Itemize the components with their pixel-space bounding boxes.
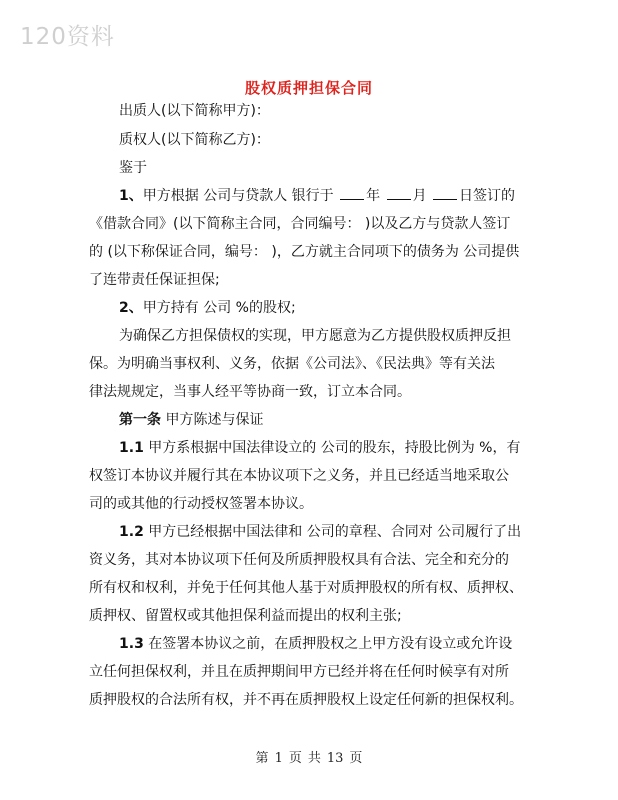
year-blank xyxy=(340,187,364,200)
c11-number-a: 1. xyxy=(119,440,135,456)
c13-text1: 在签署本协议之前，在质押股权之上甲方没有设立或允许设 xyxy=(148,636,513,652)
c11-text1: 甲方系根据中国法律设立的 公司的股东，持股比例为 %，有 xyxy=(148,440,521,456)
item1-year: 年 xyxy=(366,188,381,204)
footer-di: 第 xyxy=(255,751,269,766)
purpose-line1: 为确保乙方担保债权的实现，甲方愿意为乙方提供股权质押反担 xyxy=(119,328,511,344)
c12-line3: 所有权和权利，并免于任何其他人基于对质押股权的所有权、质押权、 xyxy=(89,580,523,596)
item1-line2: 《借款合同》(以下简称主合同，合同编号： )以及乙方与贷款人签订 xyxy=(89,216,511,232)
article1-heading xyxy=(119,410,559,430)
item2-number: 2、 xyxy=(119,300,143,316)
watermark: 120资料 xyxy=(20,24,115,50)
c11-line1 xyxy=(119,438,559,458)
c13-line2: 立任何担保权利，并且在质押期间甲方已经并将在任何时候享有对所 xyxy=(89,664,509,680)
page-footer xyxy=(0,747,618,766)
whereas-line: 鉴于 xyxy=(119,160,147,176)
item1-line1 xyxy=(119,186,559,206)
purpose-line3: 律法规规定，当事人经平等协商一致，订立本合同。 xyxy=(89,384,411,400)
pledgee-line: 质权人(以下简称乙方)： xyxy=(119,132,270,148)
c12-text1: 甲方已经根据中国法律和 公司的章程、合同对 公司履行了出 xyxy=(148,524,522,540)
item1-text-a: 甲方根据 公司与贷款人 银行于 xyxy=(142,188,334,204)
footer-total-pages: 13 xyxy=(326,751,344,766)
item2-line xyxy=(119,298,559,318)
item2-text: 甲方持有 公司 %的股权; xyxy=(142,300,296,316)
c11-line3: 司的或其他的行动授权签署本协议。 xyxy=(89,496,313,512)
document-title: 股权质押担保合同 xyxy=(244,79,373,97)
day-blank xyxy=(433,187,457,200)
c12-number xyxy=(119,524,144,540)
c12-number-b: 2 xyxy=(134,524,144,540)
item1-line4: 了连带责任保证担保; xyxy=(89,272,220,288)
article1-title: 甲方陈述与保证 xyxy=(165,412,264,428)
c11-line2: 权签订本协议并履行其在本协议项下之义务，并且已经适当地采取公 xyxy=(89,468,509,484)
month-blank xyxy=(387,187,411,200)
c11-number xyxy=(119,440,144,456)
footer-gong: 共 xyxy=(307,751,321,766)
c12-line1 xyxy=(119,522,559,542)
footer-page-number: 1 xyxy=(274,751,283,766)
c13-number xyxy=(119,636,144,652)
c12-number-a: 1. xyxy=(119,524,135,540)
c13-number-b: 3 xyxy=(134,636,144,652)
article1-label: 第一条 xyxy=(119,412,161,428)
c13-number-a: 1. xyxy=(119,636,135,652)
c12-line2: 资义务，其对本协议项下任何及所质押股权具有合法、完全和充分的 xyxy=(89,552,509,568)
c12-line4: 质押权、留置权或其他担保利益而提出的权利主张; xyxy=(89,608,402,624)
item1-number: 1、 xyxy=(119,188,143,204)
footer-ye2: 页 xyxy=(349,751,363,766)
c11-number-b: 1 xyxy=(134,440,144,456)
footer-ye: 页 xyxy=(288,751,302,766)
item1-month: 月 xyxy=(412,188,427,204)
c13-line1 xyxy=(119,634,559,654)
item1-line3: 的 (以下称保证合同，编号： )，乙方就主合同项下的债务为 公司提供 xyxy=(89,244,520,260)
item1-day: 日签订的 xyxy=(459,188,516,204)
c13-line3: 质押股权的合法所有权，并不再在质押股权上设定任何新的担保权利。 xyxy=(89,692,523,708)
purpose-line2: 保。为明确当事权利、义务，依据《公司法》、《民法典》等有关法 xyxy=(89,356,495,372)
pledgor-line: 出质人(以下简称甲方)： xyxy=(119,103,270,119)
